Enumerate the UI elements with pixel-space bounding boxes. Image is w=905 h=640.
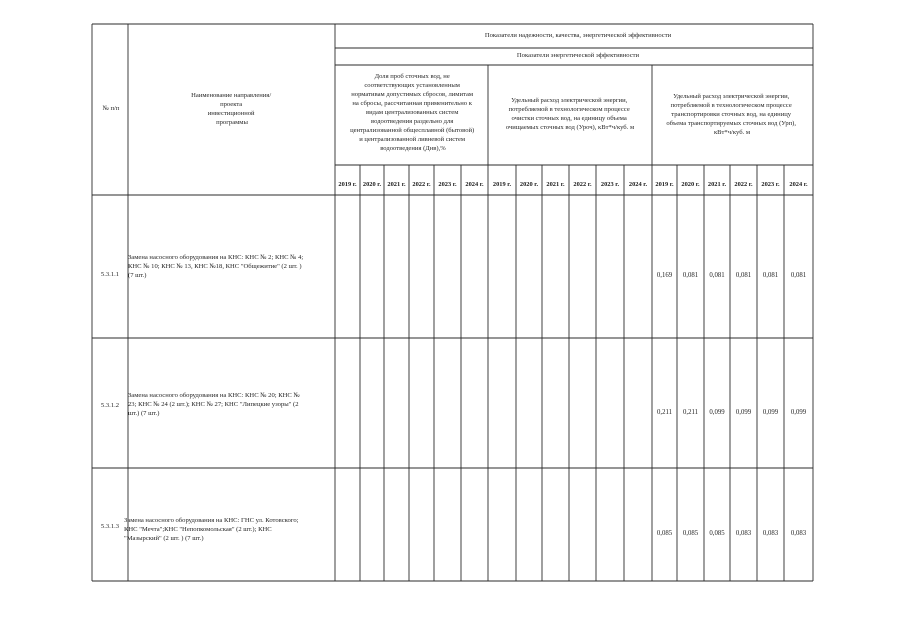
row-1-name: Замена насосного оборудования на КНС: КНС № 2; КНС № 4; КНС № 10; КНС № 13, КНС №18, КНС "Общежитие" (2 шт. ) (7 шт.) xyxy=(128,254,304,279)
row-3-name: Замена насосного оборудования на КНС: ГНС ул. Котовского; КНС "Мечта";КНС "Непопкомольская" (2 шт.); КНС "Мазырский" (2 шт. ) (7 шт.) xyxy=(124,517,299,542)
year-header: 2022 г. xyxy=(573,181,592,188)
year-header: 2022 г. xyxy=(412,181,431,188)
year-header: 2023 г. xyxy=(438,181,457,188)
year-header: 2024 г. xyxy=(789,181,808,188)
year-header: 2023 г. xyxy=(600,181,620,188)
year-header: 2021 г. xyxy=(546,181,565,188)
year-header: 2022 г. xyxy=(734,181,753,188)
transport-energy-value: 0,211 xyxy=(656,409,673,416)
transport-energy-value: 0,085 xyxy=(656,530,673,537)
year-header: 2019 г. xyxy=(655,181,674,188)
row-number: 5.3.1.3 xyxy=(100,523,120,530)
transport-energy-value: 0,083 xyxy=(762,530,779,537)
num-column-header: № п/п xyxy=(102,105,120,112)
row-2-name: Замена насосного оборудования на КНС: КНС № 20; КНС № 23; КНС № 24 (2 шт.); КНС № 27; КНС "Липецкие узоры" (2 шт.) (7 шт.) xyxy=(128,392,300,417)
transport-energy-value: 0,211 xyxy=(682,409,699,416)
transport-energy-value: 0,099 xyxy=(735,409,752,416)
year-header: 2020 г. xyxy=(519,181,539,188)
year-header: 2021 г. xyxy=(387,181,406,188)
transport-energy-value: 0,081 xyxy=(735,272,752,279)
table-cells xyxy=(101,181,808,537)
transport-energy-column-header: Удельный расход электрической энергии, потребляемой в технологическом процессе транспортировки сточных вод, на единицу объема транспортируемых сточных вод (Урп), кВт*ч/куб. м xyxy=(666,93,797,136)
year-header: 2024 г. xyxy=(465,181,484,188)
year-header: 2023 г. xyxy=(761,181,780,188)
year-header: 2020 г. xyxy=(681,181,700,188)
transport-energy-value: 0,099 xyxy=(709,409,725,416)
row-number: 5.3.1.2 xyxy=(100,402,120,409)
treatment-energy-column-header: Удельный расход электрической энергии, потребляемой в технологическом процессе очистки сточных вод, на единицу объема очищаемых сточных вод (Уроч), кВт*ч/куб. м xyxy=(505,97,635,131)
year-header: 2021 г. xyxy=(707,181,727,188)
transport-energy-value: 0,083 xyxy=(735,530,752,537)
share-column-header: Доля проб сточных вод, не соответствующих установленным нормативам допустимых сбросов, лимитам на сбросы, рассчитанная применительно к видам централизованных систем водоотведения раздельно для централизованной общесплавной (бытовой) и централизованной ливневой систем водоотведения (Днв),% xyxy=(350,73,475,152)
year-header: 2019 г. xyxy=(492,181,512,188)
year-header: 2020 г. xyxy=(362,181,382,188)
transport-energy-value: 0,081 xyxy=(790,272,807,279)
transport-energy-value: 0,099 xyxy=(790,409,807,416)
transport-energy-value: 0,085 xyxy=(682,530,699,537)
transport-energy-value: 0,083 xyxy=(790,530,807,537)
transport-energy-value: 0,085 xyxy=(709,530,725,537)
year-header: 2024 г. xyxy=(628,181,648,188)
row-number: 5.3.1.1 xyxy=(100,271,120,278)
group-header-energy: Показатели энергетической эффективности xyxy=(516,52,640,59)
transport-energy-value: 0,081 xyxy=(709,272,725,279)
transport-energy-value: 0,081 xyxy=(762,272,779,279)
transport-energy-value: 0,099 xyxy=(762,409,779,416)
group-header-quality: Показатели надежности, качества, энергетической эффективности xyxy=(484,32,672,39)
transport-energy-value: 0,169 xyxy=(656,272,673,279)
name-column-header: Наименование направления/ проекта инвестиционной программы xyxy=(191,92,272,126)
transport-energy-value: 0,081 xyxy=(682,272,699,279)
year-header: 2019 г. xyxy=(338,181,357,188)
